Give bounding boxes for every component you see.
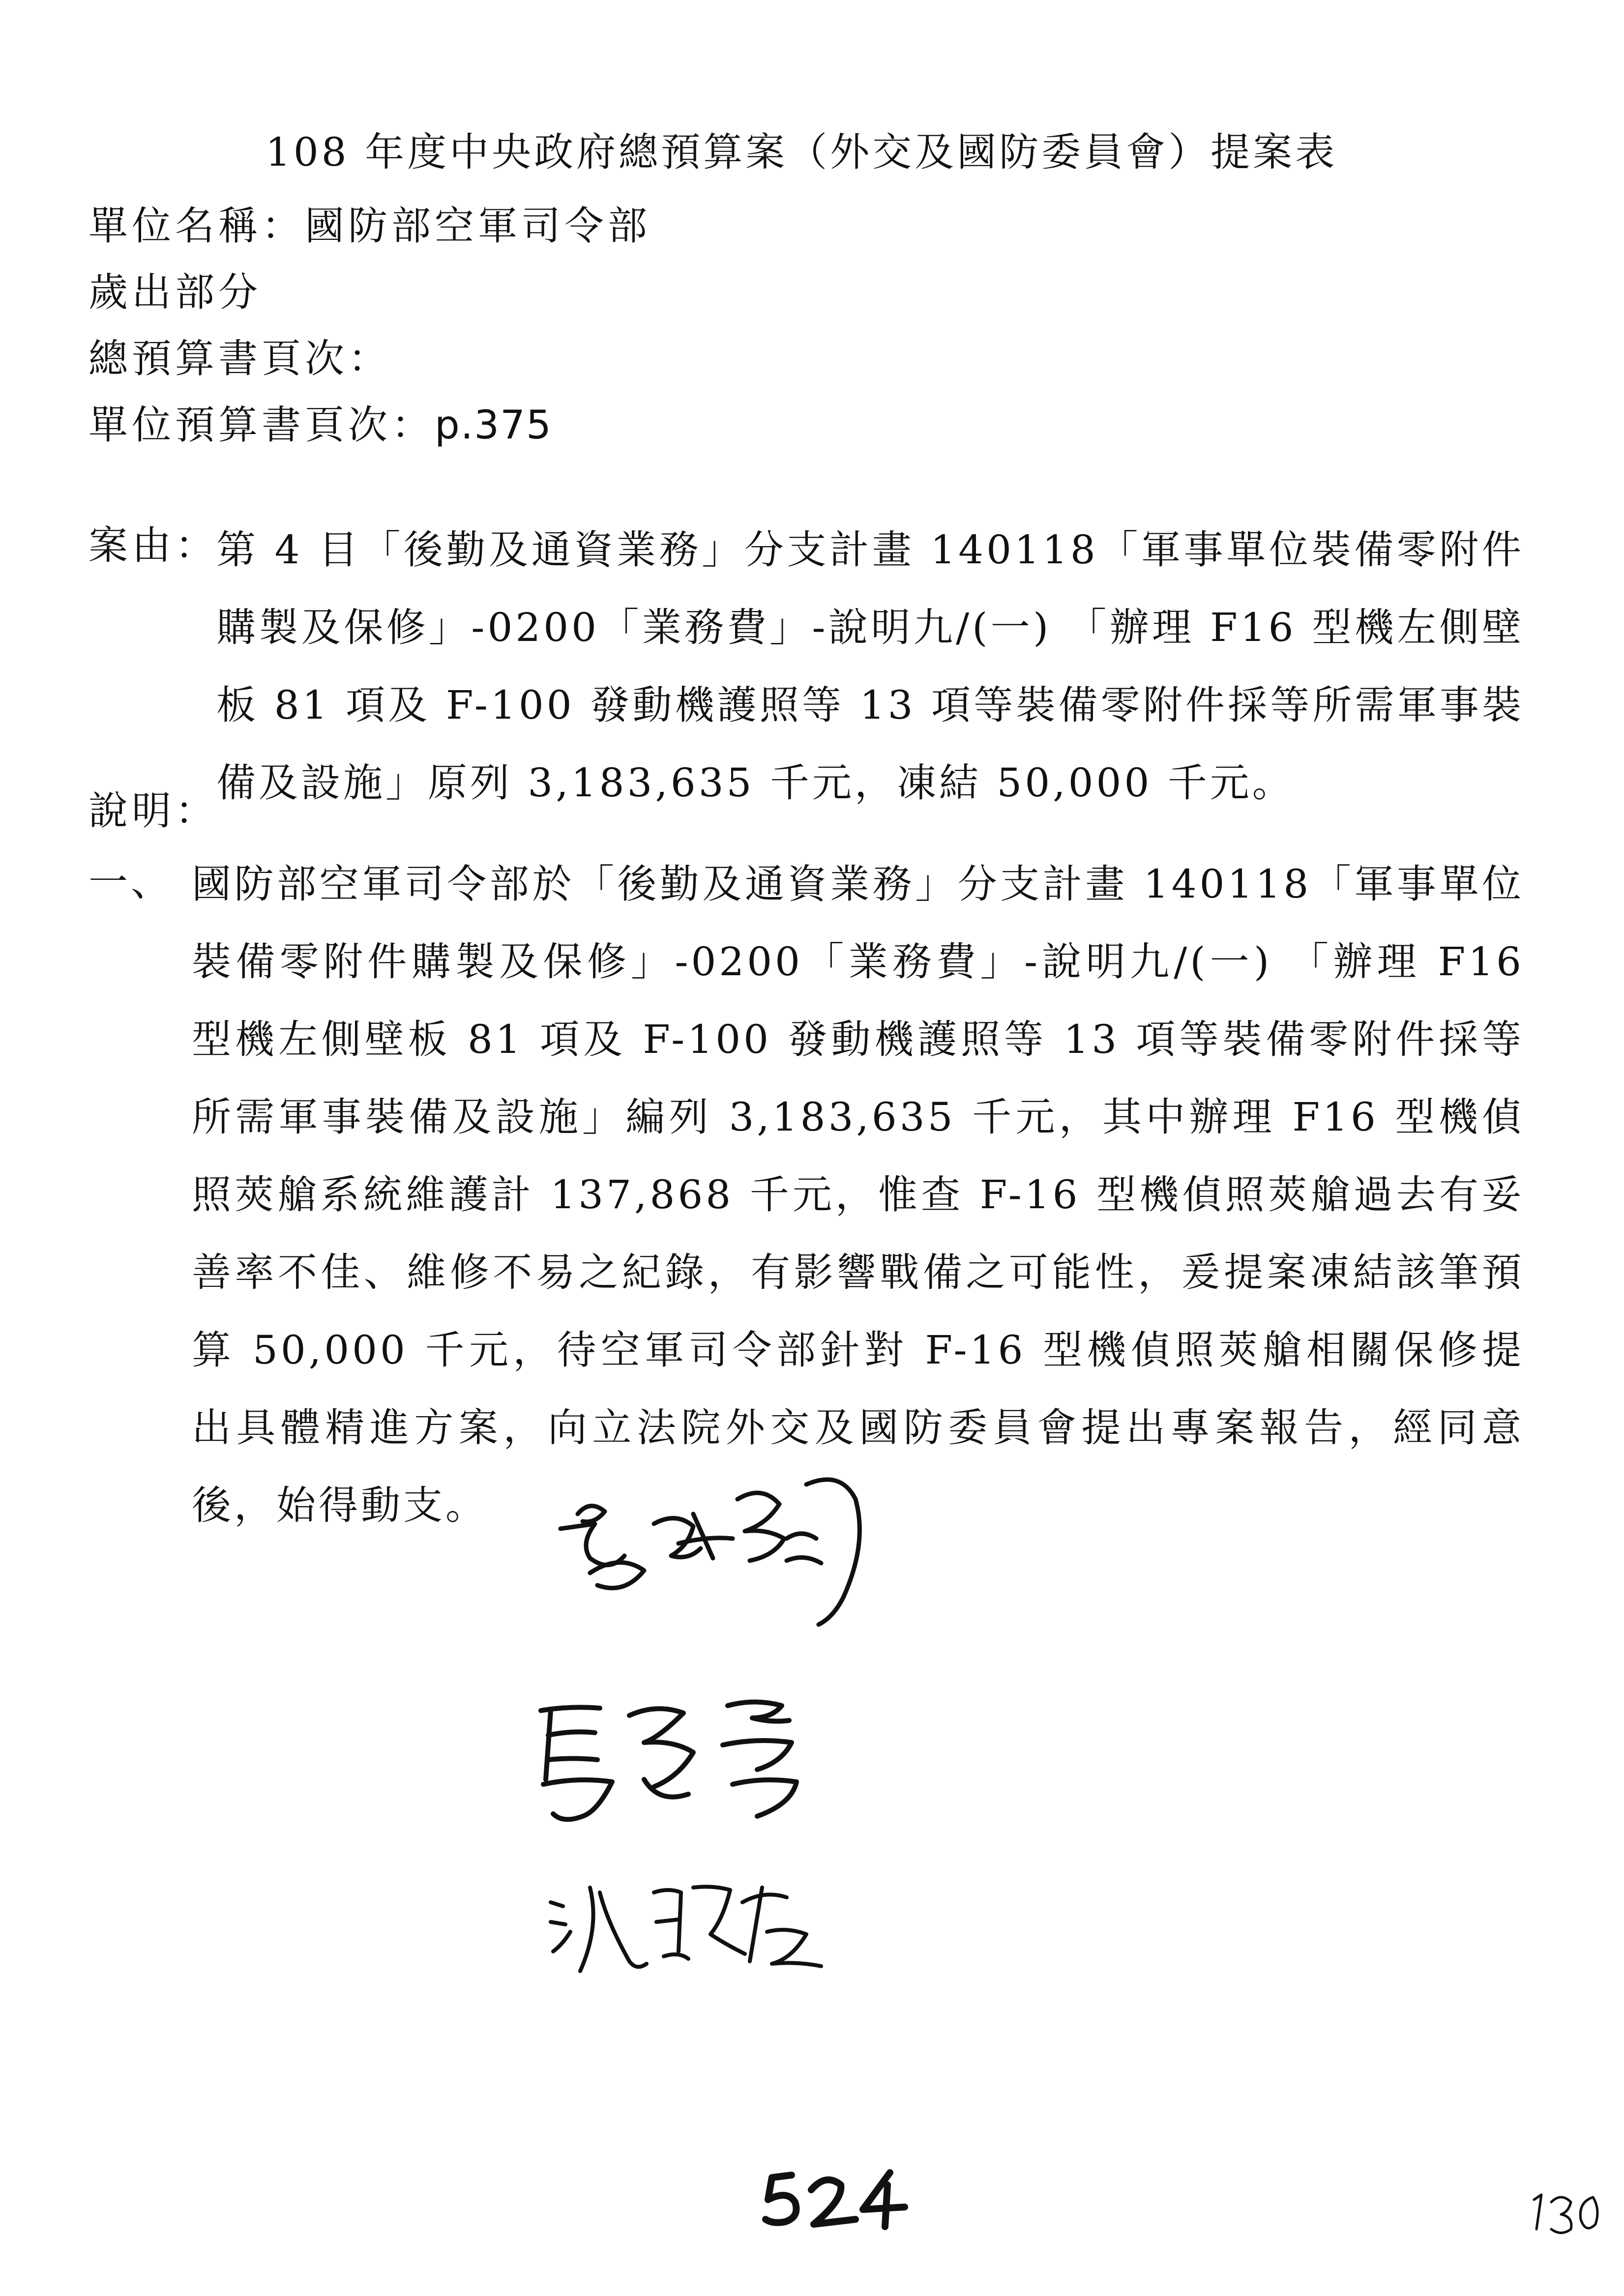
signatures bbox=[531, 1455, 924, 1996]
signature-1 bbox=[531, 1455, 924, 1661]
document-title: 108 年度中央政府總預算案（外交及國防委員會）提案表 bbox=[266, 129, 1338, 175]
handwritten-page-number bbox=[757, 2163, 915, 2232]
unit-name-value: 國防部空軍司令部 bbox=[305, 203, 651, 249]
section-line: 歲出部分 bbox=[89, 269, 262, 315]
case-label: 案由： bbox=[89, 523, 218, 568]
case-text: 第 4 目「後勤及通資業務」分支計畫 140118「軍事單位裝備零附件購製及保修」-0200「業務費」-說明九/(一) 「辦理 F16 型機左側壁板 81 項及 F-100 發動機護照等 13 項等裝備零附件採等所需軍事裝備及設施」原列 3,183,635 千元，凍結 50,000 千元。 bbox=[216, 527, 1524, 806]
explanation-label: 說明： bbox=[89, 788, 218, 834]
unit-name-line bbox=[89, 194, 651, 251]
explanation-item-text: 國防部空軍司令部於「後勤及通資業務」分支計畫 140118「軍事單位裝備零附件購製及保修」-0200「業務費」-說明九/(一) 「辦理 F16 型機左側壁板 81 項及 F-100 發動機護照等 13 項等裝備零附件採等所需軍事裝備及設施」編列 3,183,635 千元，其中辦理 F16 型機偵照莢艙系統維護計 137,868 千元，惟查 F-16 型機偵照莢艙過去有妥善率不佳、維修不易之紀錄，有影響戰備之可能性，爰提案凍結該筆預算 50,000 千元，待空軍司令部針對 F-16 型機偵照莢艙相關保修提出具體精進方案，向立法院外交及國防委員會提出專案報告，經同意後，始得動支。 bbox=[192, 861, 1524, 1528]
unit-budget-page-line bbox=[89, 393, 552, 450]
total-budget-page-line: 總預算書頁次： bbox=[89, 336, 391, 381]
signature-3 bbox=[531, 1858, 924, 1986]
handwritten-corner-number bbox=[1524, 2182, 1613, 2241]
explanation-item-number: 一、 bbox=[89, 859, 173, 905]
unit-budget-page-label: 單位預算書頁次： bbox=[89, 402, 435, 448]
unit-budget-page-value: p.375 bbox=[435, 402, 552, 448]
signature-2 bbox=[531, 1686, 924, 1848]
unit-name-label: 單位名稱： bbox=[89, 203, 305, 249]
